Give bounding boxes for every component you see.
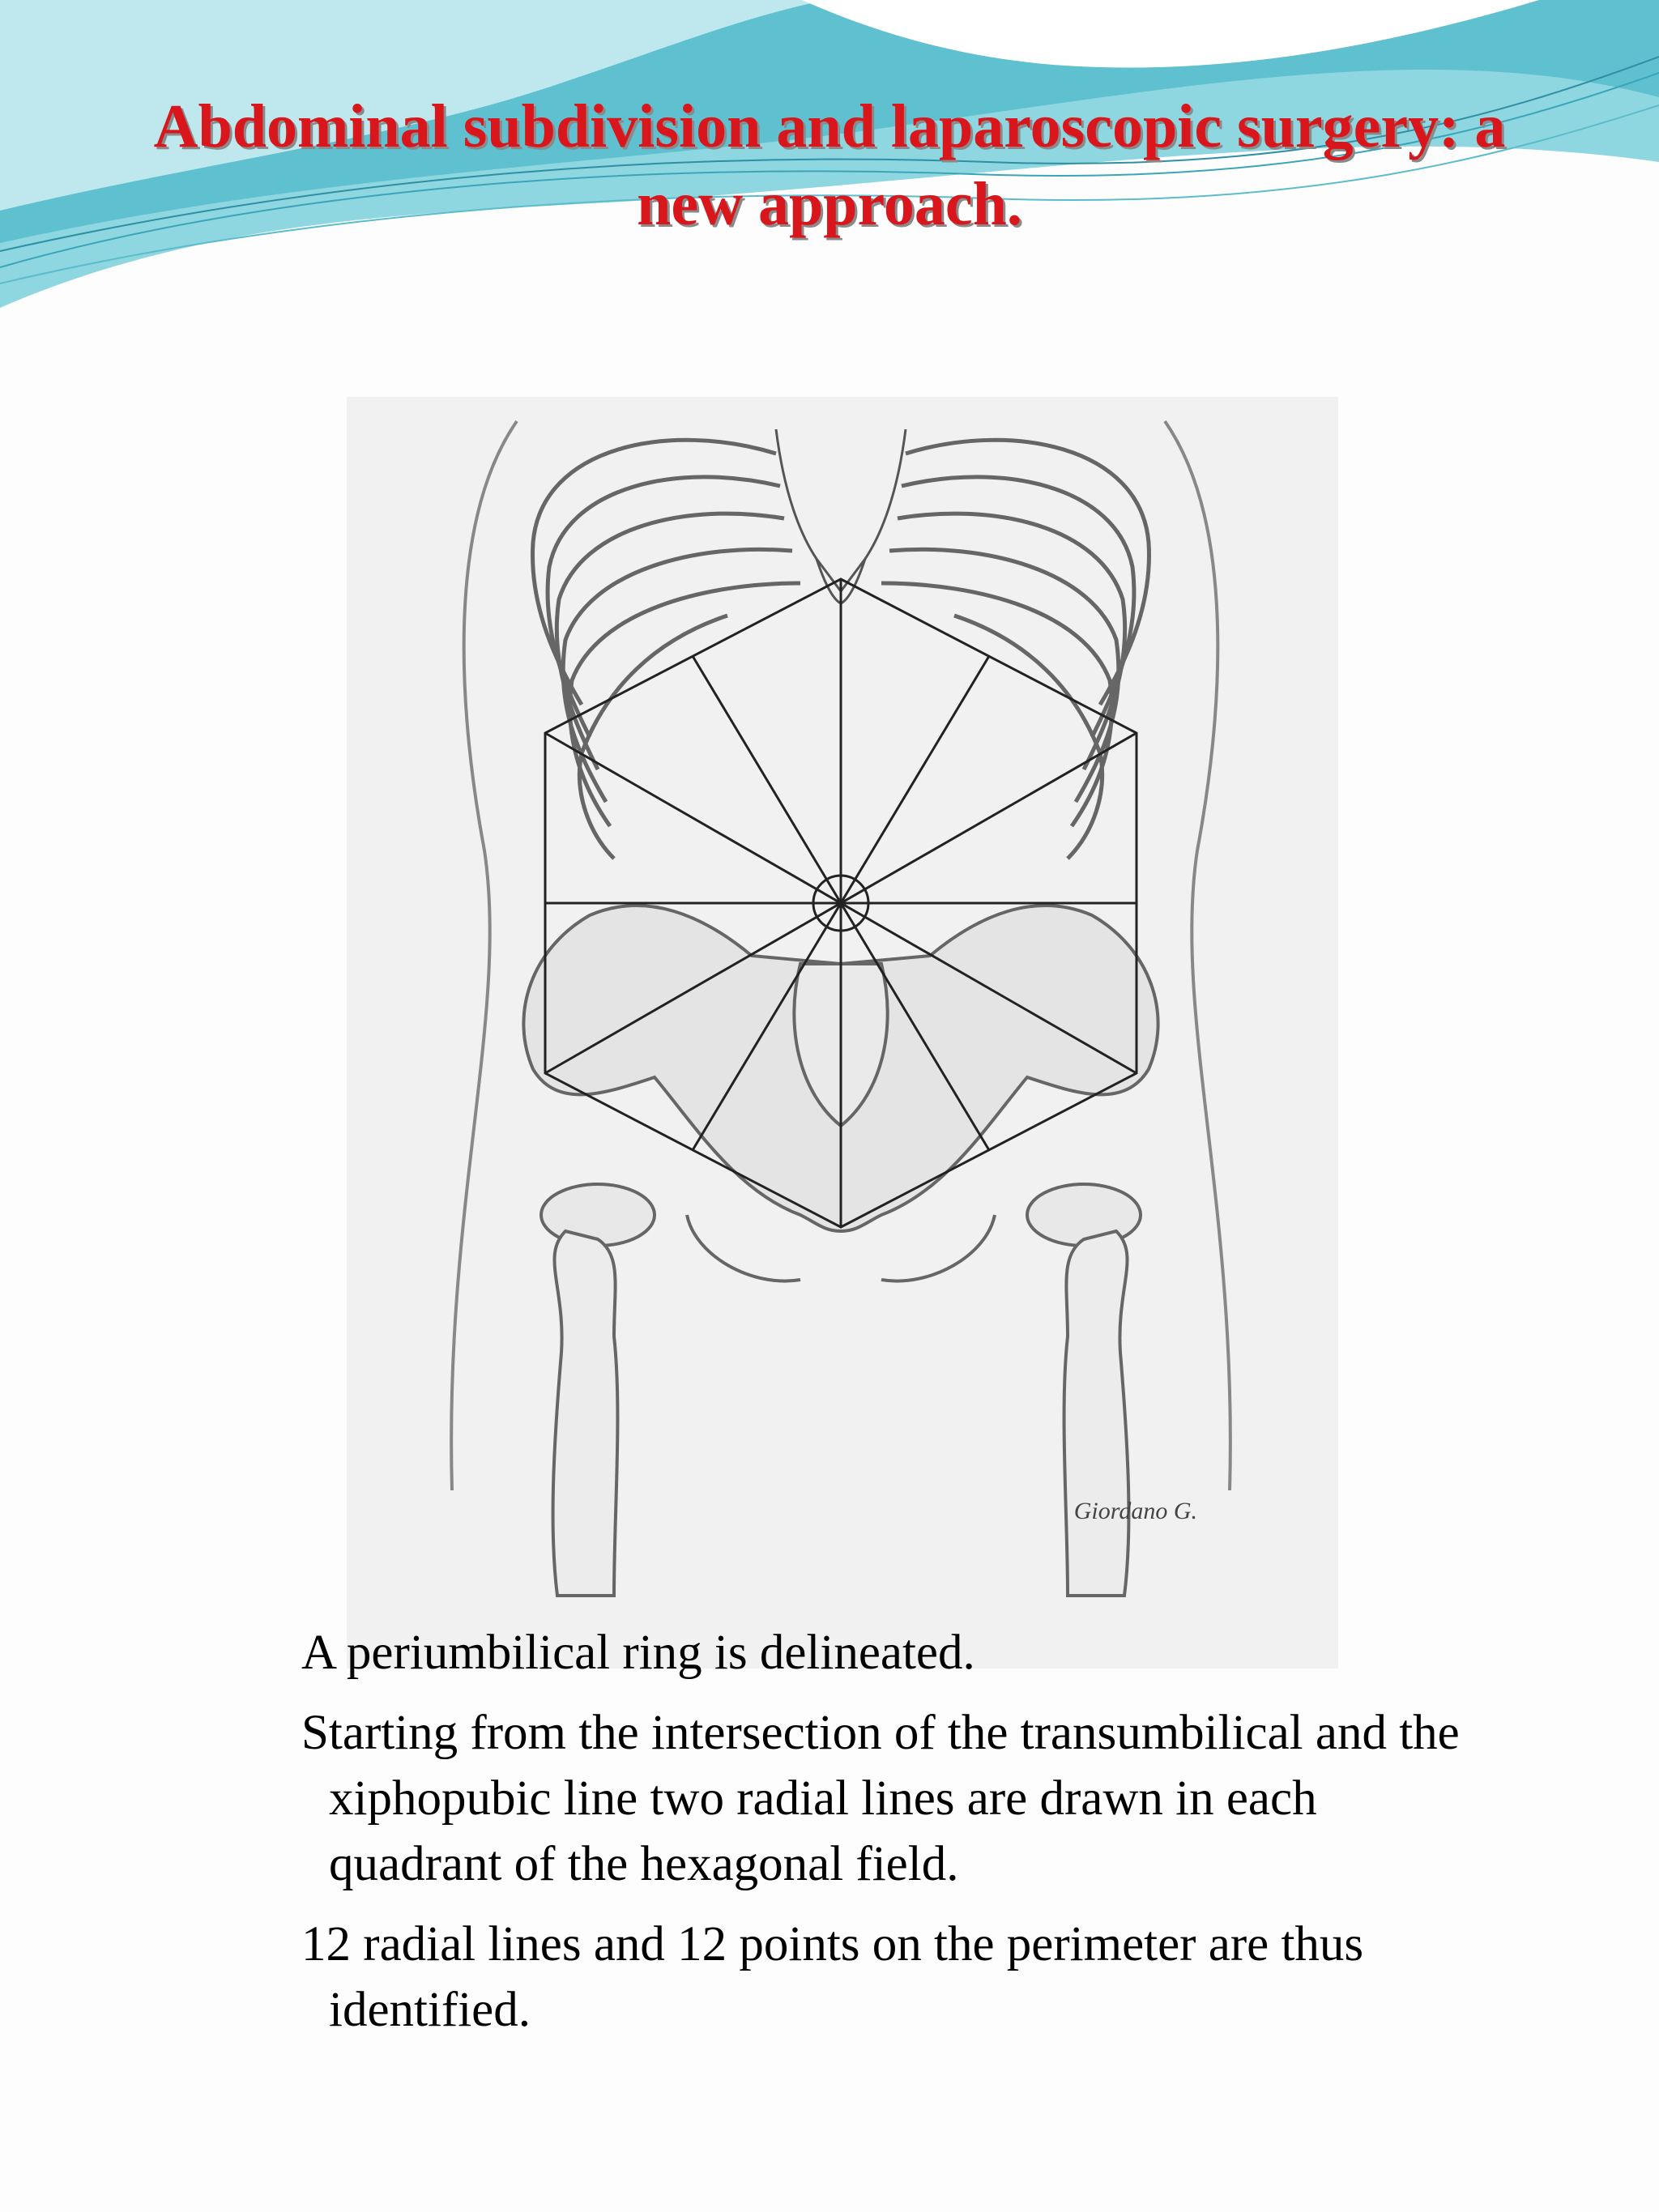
paragraph-3: 12 radial lines and 12 points on the perimeter are thus identified. <box>301 1917 1364 2037</box>
hexagonal-subdivision <box>545 579 1137 1227</box>
body-text <box>301 1620 1484 2057</box>
illustrator-signature: Giordano G. <box>1073 1498 1197 1524</box>
femurs <box>553 1231 1129 1596</box>
slide-title: Abdominal subdivision and laparoscopic surgery: a new approach. <box>153 92 1506 238</box>
anatomical-illustration <box>347 397 1338 1669</box>
ribcage-right <box>881 440 1149 859</box>
paragraph-2: Starting from the intersection of the transumbilical and the xiphopubic line two radial lines are drawn in each quadrant of the hexagonal field. <box>301 1706 1460 1891</box>
paragraph-1: A periumbilical ring is delineated. <box>301 1626 975 1680</box>
ribcage-left <box>533 440 800 859</box>
skeleton-diagram <box>347 397 1338 1669</box>
